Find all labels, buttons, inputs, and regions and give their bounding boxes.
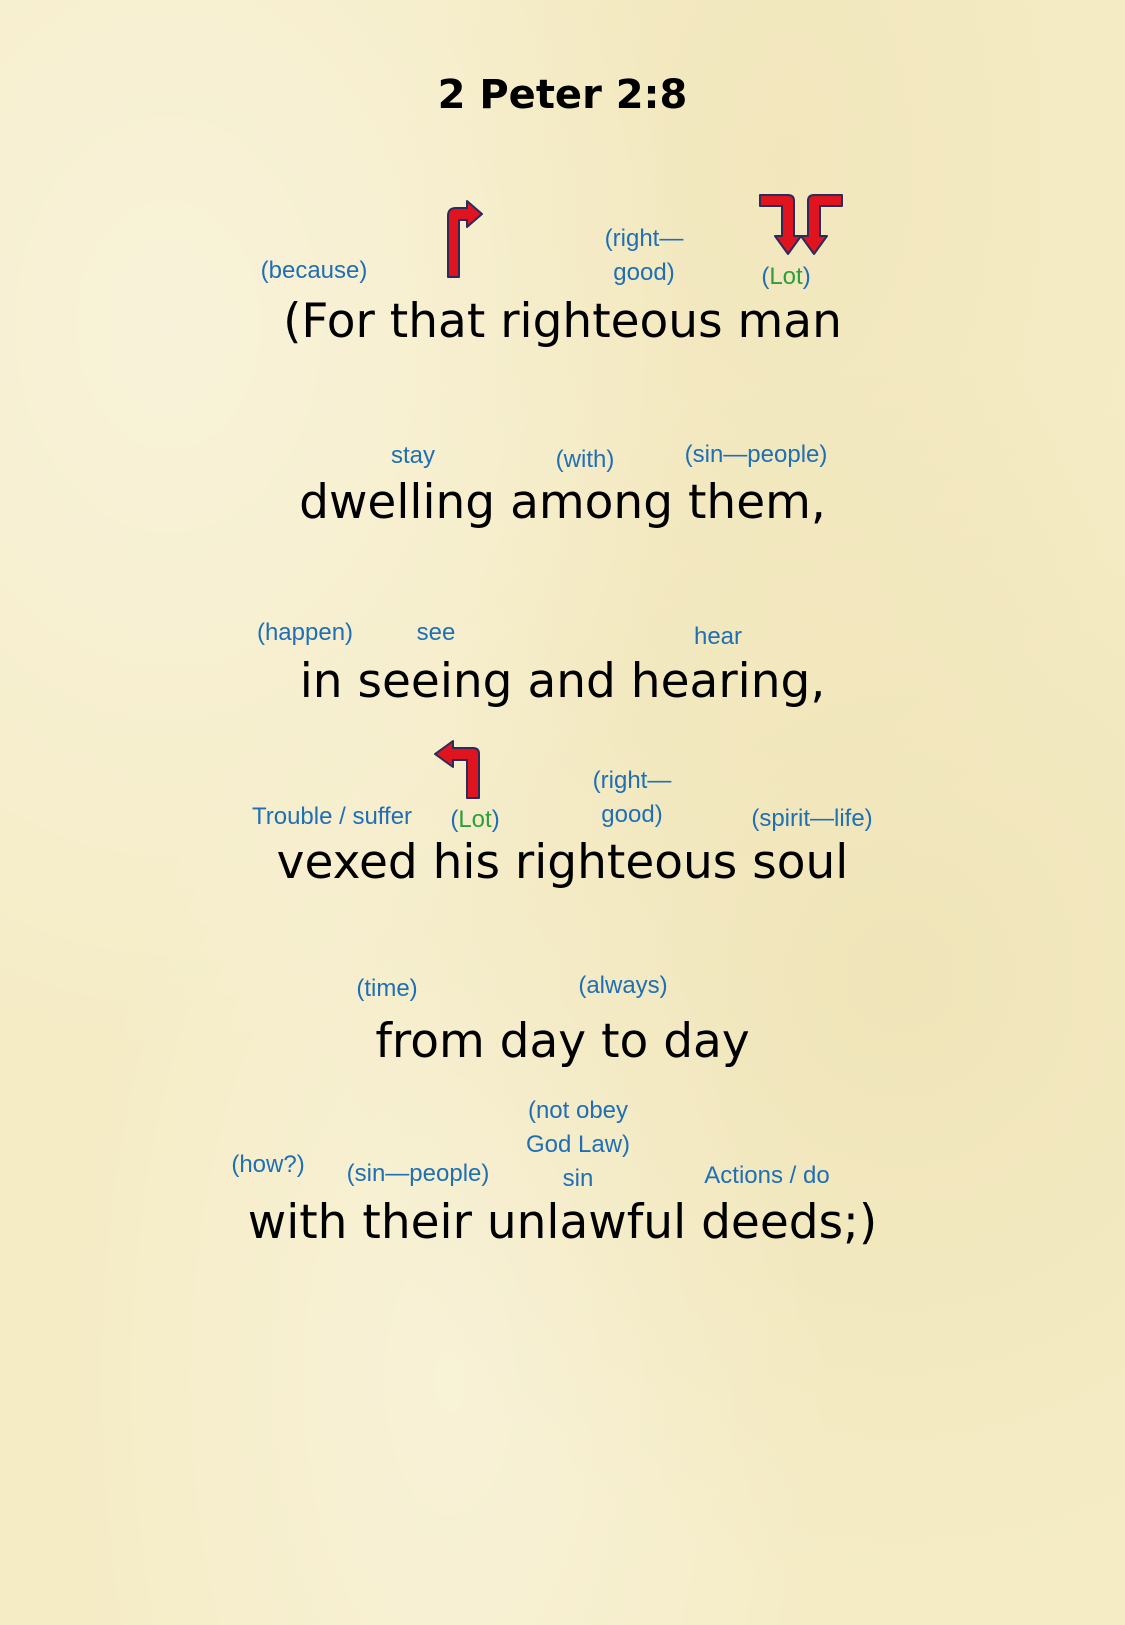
red-double-down-arrow-icon — [758, 192, 844, 258]
gloss-always: (always) — [578, 972, 668, 999]
gloss-right-good-2 — [593, 764, 672, 832]
gloss-happen: (happen) — [256, 619, 354, 646]
gloss-stay: stay — [390, 442, 436, 469]
gloss-not-obey — [526, 1094, 630, 1196]
gloss-not-obey-line-3: sin — [562, 1165, 594, 1192]
gloss-right-good-1 — [605, 222, 684, 290]
verse-line-6: with their unlawful deeds;) — [247, 1195, 878, 1250]
gloss-how: (how?) — [231, 1151, 305, 1178]
gloss-time: (time) — [356, 975, 418, 1002]
gloss-lot-1-name: Lot — [769, 263, 803, 290]
gloss-spirit-life: (spirit—life) — [751, 805, 873, 832]
gloss-not-obey-line-1: (not obey — [527, 1097, 629, 1124]
red-up-left-arrow-icon — [433, 740, 481, 800]
gloss-not-obey-line-2: God Law) — [525, 1131, 631, 1158]
red-up-right-arrow-icon — [445, 200, 485, 280]
gloss-sin-people-1: (sin—people) — [684, 441, 828, 468]
gloss-lot-1: (Lot) — [761, 263, 811, 290]
page-title: 2 Peter 2:8 — [437, 72, 688, 118]
gloss-sin-people-2: (sin—people) — [346, 1160, 490, 1187]
verse-line-3: in seeing and hearing, — [299, 654, 826, 709]
verse-line-5: from day to day — [375, 1014, 750, 1069]
gloss-hear: hear — [693, 623, 743, 650]
gloss-right-good-2-line-2: good) — [601, 801, 663, 828]
verse-line-2: dwelling among them, — [299, 475, 826, 530]
gloss-lot-2: (Lot) — [450, 806, 500, 833]
verse-line-4: vexed his righteous soul — [276, 835, 849, 890]
verse-line-1: (For that righteous man — [283, 294, 842, 349]
gloss-actions-do: Actions / do — [704, 1162, 830, 1189]
gloss-right-good-1-line-2: good) — [613, 259, 675, 286]
gloss-lot-2-name: Lot — [458, 806, 492, 833]
gloss-right-good-1-line-1: (right— — [604, 225, 684, 252]
gloss-right-good-2-line-1: (right— — [592, 767, 672, 794]
gloss-trouble-suffer: Trouble / suffer — [251, 803, 413, 830]
gloss-with: (with) — [555, 446, 615, 473]
gloss-see: see — [416, 619, 456, 646]
gloss-because: (because) — [260, 257, 368, 284]
